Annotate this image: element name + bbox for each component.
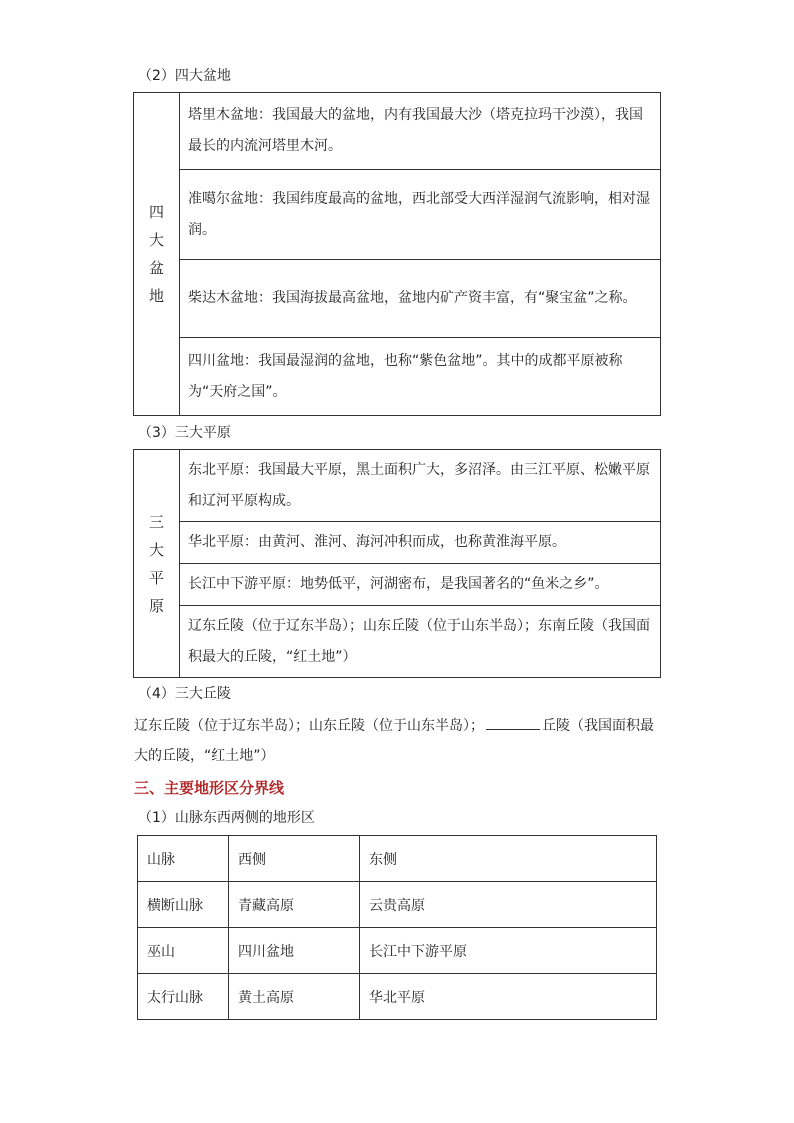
basin-row: 塔里木盆地：我国最大的盆地，内有我国最大沙（塔克拉玛干沙漠），我国最长的内流河塔里木河。 [180,93,661,170]
col-header: 西侧 [229,836,360,882]
hills-paragraph: 辽东丘陵（位于辽东半岛）；山东丘陵（位于山东半岛）； 丘陵（我国面积最大的丘陵，“红土地”） [134,711,664,771]
table-row: 横断山脉 青藏高原 云贵高原 [138,882,657,928]
section-heading-hills: （4）三大丘陵 [138,686,231,702]
col-header: 东侧 [360,836,657,882]
fill-in-blank[interactable] [486,715,540,730]
subsection-heading: （1）山脉东西两侧的地形区 [138,810,315,826]
basins-table [133,92,661,416]
basins-side-label: 四 大 盆 地 [134,93,180,416]
plain-row: 辽东丘陵（位于辽东半岛）；山东丘陵（位于山东半岛）；东南丘陵（我国面积最大的丘陵，“红土地”） [180,606,661,678]
plains-side-label: 三 大 平 原 [134,450,180,678]
part-heading: 三、主要地形区分界线 [134,779,285,797]
table-row: 巫山 四川盆地 长江中下游平原 [138,928,657,974]
plains-table [133,449,661,678]
basin-row: 准噶尔盆地：我国纬度最高的盆地，西北部受大西洋湿润气流影响，相对湿润。 [180,170,661,260]
plain-row: 华北平原：由黄河、淮河、海河冲积而成，也称黄淮海平原。 [180,522,661,564]
plain-row: 长江中下游平原：地势低平，河湖密布，是我国著名的“鱼米之乡”。 [180,564,661,606]
plain-row: 东北平原：我国最大平原，黑土面积广大，多沼泽。由三江平原、松嫩平原和辽河平原构成。 [180,450,661,522]
table-row: 太行山脉 黄土高原 华北平原 [138,974,657,1020]
section-heading-plains: （3）三大平原 [138,425,231,441]
basin-row: 柴达木盆地：我国海拔最高盆地，盆地内矿产资丰富，有“聚宝盆”之称。 [180,260,661,338]
section-heading-basins: （2）四大盆地 [138,68,231,84]
boundary-table [137,835,657,1020]
col-header: 山脉 [138,836,229,882]
basin-row: 四川盆地：我国最湿润的盆地，也称“紫色盆地”。其中的成都平原被称为“天府之国”。 [180,338,661,416]
